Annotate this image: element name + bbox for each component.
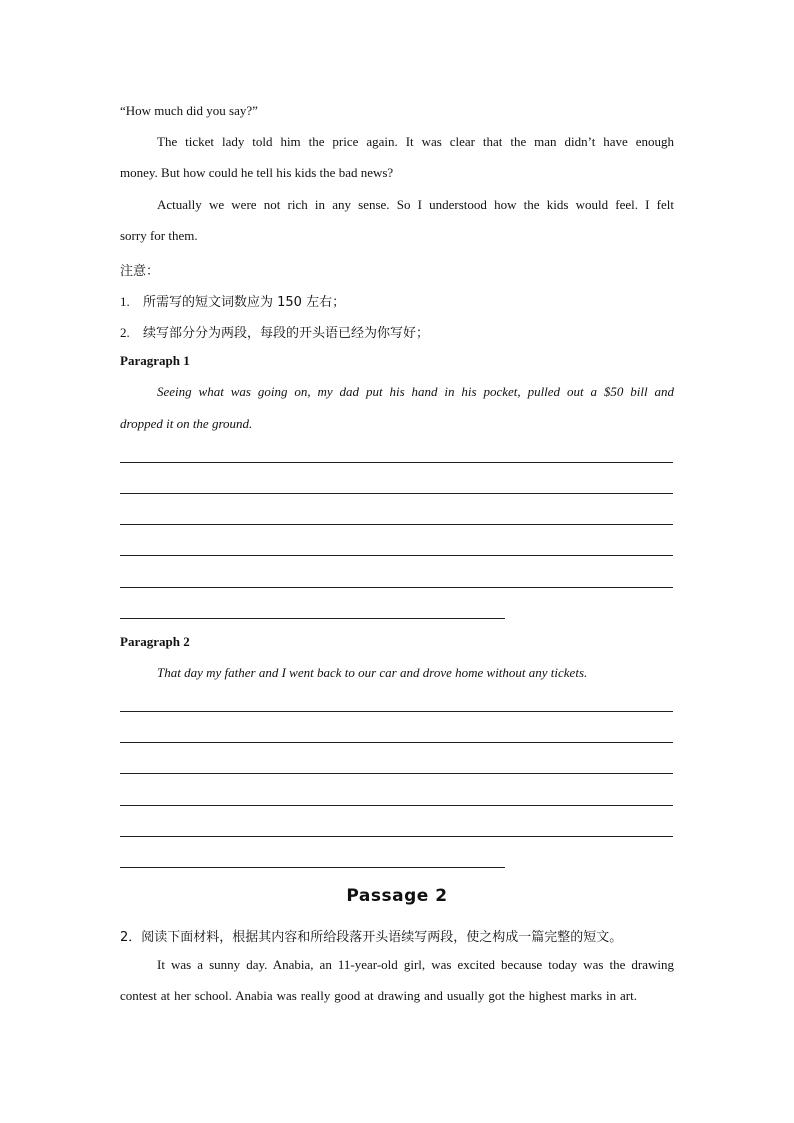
notes-item-2 [120, 322, 429, 341]
answer-line[interactable] [120, 555, 673, 556]
story-paragraph-line: money. But how could he tell his kids the bad news? [120, 165, 394, 180]
passage-2-text-line: It was a sunny day. Anabia, an 11-year-old girl, was excited because today was the drawing [157, 957, 674, 972]
answer-line[interactable] [120, 618, 505, 619]
story-paragraph-line: The ticket lady told him the price again. It was clear that the man didn’t have enough [157, 134, 674, 149]
answer-line[interactable] [120, 493, 673, 494]
answer-line[interactable] [120, 805, 673, 806]
answer-line[interactable] [120, 524, 673, 525]
notes-item-text: 所需写的短文词数应为 150 左右； [143, 295, 346, 310]
passage-2-title: Passage 2 [346, 886, 448, 906]
story-quote: “How much did you say?” [120, 103, 258, 118]
answer-line[interactable] [120, 711, 673, 712]
answer-line[interactable] [120, 587, 673, 588]
passage-2-text-line: contest at her school. Anabia was really good at drawing and usually got the highest marks in art. [120, 988, 637, 1003]
answer-line[interactable] [120, 867, 505, 868]
passage-2-instruction: 2．阅读下面材料，根据其内容和所给段落开头语续写两段，使之构成一篇完整的短文。 [120, 930, 623, 945]
notes-item-text: 续写部分分为两段，每段的开头语已经为你写好； [143, 326, 430, 341]
notes-item-number: 2. [120, 325, 130, 340]
notes-heading: 注意： [120, 264, 160, 279]
story-paragraph-line: Actually we were not rich in any sense. So I understood how the kids would feel. I felt [157, 197, 674, 212]
answer-line[interactable] [120, 836, 673, 837]
paragraph-2-opening: That day my father and I went back to our car and drove home without any tickets. [157, 665, 588, 680]
notes-item-number: 1. [120, 294, 130, 309]
answer-line[interactable] [120, 742, 673, 743]
paragraph-1-opening: dropped it on the ground. [120, 416, 253, 431]
paragraph-2-label: Paragraph 2 [120, 634, 190, 649]
story-paragraph-line: sorry for them. [120, 228, 198, 243]
answer-line[interactable] [120, 773, 673, 774]
answer-line[interactable] [120, 462, 673, 463]
paragraph-1-label: Paragraph 1 [120, 353, 190, 368]
notes-item-1 [120, 291, 345, 310]
paragraph-1-opening: Seeing what was going on, my dad put his hand in his pocket, pulled out a $50 bill and [157, 384, 674, 399]
